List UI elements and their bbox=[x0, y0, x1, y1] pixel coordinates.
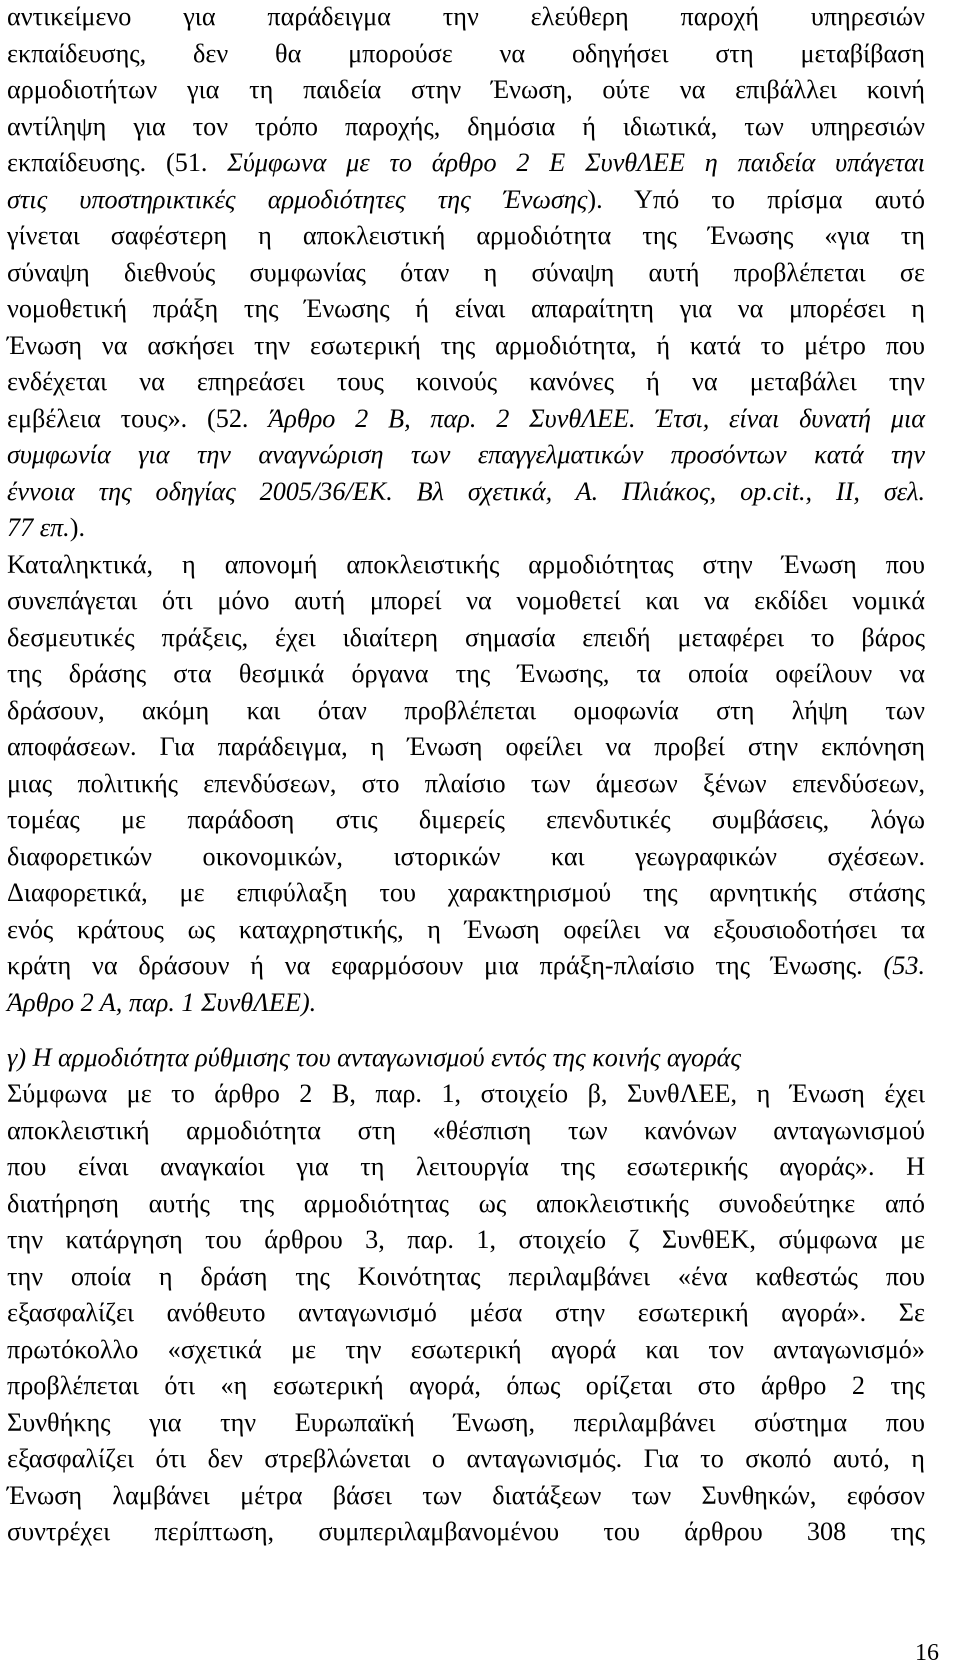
text-run: πρωτόκολλο «σχετικά με την εσωτερική αγορά και τον ανταγωνισμό» bbox=[7, 1335, 925, 1364]
text-line bbox=[7, 1077, 925, 1111]
italic-run: (53. bbox=[883, 951, 925, 980]
text-line bbox=[7, 329, 925, 363]
text-line bbox=[7, 1114, 925, 1148]
text-line bbox=[7, 183, 925, 217]
document-page bbox=[7, 0, 951, 1673]
text-run: εκπαίδευσης. (51. bbox=[7, 148, 228, 177]
italic-run: συμφωνία για την αναγνώριση των επαγγελματικών προσόντων κατά την bbox=[7, 440, 925, 469]
text-run: συντρέχει περίπτωση, συμπεριλαμβανομένου του άρθρου 308 της bbox=[7, 1517, 925, 1546]
text-line bbox=[7, 292, 925, 326]
text-line bbox=[7, 1515, 925, 1549]
text-line bbox=[7, 110, 925, 144]
text-run: την οποία η δράση της Κοινότητας περιλαμβάνει «ένα καθεστώς που bbox=[7, 1262, 925, 1291]
italic-run: Άρθρο 2 Α, παρ. 1 ΣυνθΛΕΕ). bbox=[7, 988, 317, 1017]
text-line bbox=[7, 767, 925, 801]
text-run: εκπαίδευσης, δεν θα μπορούσε να οδηγήσει στη μεταβίβαση bbox=[7, 39, 925, 68]
text-run: της δράσης στα θεσμικά όργανα της Ένωσης, τα οποία οφείλουν να bbox=[7, 659, 925, 688]
text-line bbox=[7, 0, 925, 34]
text-line bbox=[7, 1223, 925, 1257]
text-run: ενδέχεται να επηρεάσει τους κοινούς κανόνες ή να μεταβάλει την bbox=[7, 367, 925, 396]
text-run: Συνθήκης για την Ευρωπαϊκή Ένωση, περιλαμβάνει σύστημα που bbox=[7, 1408, 925, 1437]
text-run: ). Υπό το πρίσμα αυτό bbox=[587, 185, 926, 214]
text-line bbox=[7, 730, 925, 764]
text-line bbox=[7, 949, 925, 983]
text-run: γίνεται σαφέστερη η αποκλειστική αρμοδιότητα της Ένωσης «για τη bbox=[7, 221, 925, 250]
text-run: σύναψη διεθνούς συμφωνίας όταν η σύναψη αυτή προβλέπεται σε bbox=[7, 258, 925, 287]
page-number: 16 bbox=[915, 1640, 939, 1666]
text-line bbox=[7, 402, 925, 436]
text-line bbox=[7, 986, 925, 1020]
text-run: τομέας με παράδοση στις διμερείς επενδυτικές συμβάσεις, λόγω bbox=[7, 805, 925, 834]
text-run: την κατάργηση του άρθρου 3, παρ. 1, στοιχείο ζ ΣυνθΕΚ, σύμφωνα με bbox=[7, 1225, 925, 1254]
text-line bbox=[7, 1260, 925, 1294]
text-line bbox=[7, 1333, 925, 1367]
text-run: Σύμφωνα με το άρθρο 2 Β, παρ. 1, στοιχείο β, ΣυνθΛΕΕ, η Ένωση έχει bbox=[7, 1079, 925, 1108]
text-run: διατήρηση αυτής της αρμοδιότητας ως αποκλειστικής συνοδεύτηκε από bbox=[7, 1189, 925, 1218]
text-line bbox=[7, 365, 925, 399]
text-run: Ένωση να ασκήσει την εσωτερική της αρμοδιότητα, ή κατά το μέτρο που bbox=[7, 331, 925, 360]
text-run: Καταληκτικά, η απονομή αποκλειστικής αρμοδιότητας στην Ένωση που bbox=[7, 550, 925, 579]
section-heading bbox=[7, 1041, 925, 1075]
text-run: διαφορετικών οικονομικών, ιστορικών και γεωγραφικών σχέσεων. bbox=[7, 842, 925, 871]
text-run: συνεπάγεται ότι μόνο αυτή μπορεί να νομοθετεί και να εκδίδει νομικά bbox=[7, 586, 925, 615]
text-line bbox=[7, 511, 925, 545]
text-run: εξασφαλίζει ότι δεν στρεβλώνεται ο ανταγωνισμός. Για το σκοπό αυτό, η bbox=[7, 1444, 925, 1473]
text-line bbox=[7, 657, 925, 691]
text-line bbox=[7, 840, 925, 874]
text-line bbox=[7, 438, 925, 472]
text-run: δράσουν, ακόμη και όταν προβλέπεται ομοφωνία στη λήψη των bbox=[7, 696, 925, 725]
italic-run: Σύμφωνα με το άρθρο 2 Ε ΣυνθΛΕΕ η παιδεία υπάγεται bbox=[227, 148, 925, 177]
text-run: ενός κράτους ως καταχρηστικής, η Ένωση οφείλει να εξουσιοδοτήσει τα bbox=[7, 915, 925, 944]
text-run: εξασφαλίζει ανόθευτο ανταγωνισμό μέσα στην εσωτερική αγορά». Σε bbox=[7, 1298, 925, 1327]
text-run: αποκλειστική αρμοδιότητα στη «θέσπιση των κανόνων ανταγωνισμού bbox=[7, 1116, 925, 1145]
text-line bbox=[7, 1406, 925, 1440]
text-run: αρμοδιοτήτων για τη παιδεία στην Ένωση, ούτε να επιβάλλει κοινή bbox=[7, 75, 925, 104]
text-line bbox=[7, 1442, 925, 1476]
text-run: κράτη να δράσουν ή να εφαρμόσουν μια πράξη-πλαίσιο της Ένωσης. bbox=[7, 951, 884, 980]
text-run: μιας πολιτικής επενδύσεων, στο πλαίσιο των άμεσων ξένων επενδύσεων, bbox=[7, 769, 925, 798]
text-line bbox=[7, 1369, 925, 1403]
text-line bbox=[7, 219, 925, 253]
text-run: αντίληψη για τον τρόπο παροχής, δημόσια ή ιδιωτικά, των υπηρεσιών bbox=[7, 112, 925, 141]
text-run: προβλέπεται ότι «η εσωτερική αγορά, όπως ορίζεται στο άρθρο 2 της bbox=[7, 1371, 925, 1400]
text-line bbox=[7, 475, 925, 509]
text-run: Διαφορετικά, με επιφύλαξη του χαρακτηρισμού της αρνητικής στάσης bbox=[7, 878, 925, 907]
text-run: δεσμευτικές πράξεις, έχει ιδιαίτερη σημασία επειδή μεταφέρει το βάρος bbox=[7, 623, 925, 652]
text-line bbox=[7, 1150, 925, 1184]
text-line bbox=[7, 146, 925, 180]
text-line bbox=[7, 37, 925, 71]
text-line bbox=[7, 73, 925, 107]
text-run: Ένωση λαμβάνει μέτρα βάσει των διατάξεων των Συνθηκών, εφόσον bbox=[7, 1481, 925, 1510]
text-line bbox=[7, 876, 925, 910]
text-run: αποφάσεων. Για παράδειγμα, η Ένωση οφείλει να προβεί στην εκπόνηση bbox=[7, 732, 925, 761]
text-line bbox=[7, 584, 925, 618]
text-line bbox=[7, 913, 925, 947]
text-line bbox=[7, 694, 925, 728]
text-run: εμβέλεια τους». (52. bbox=[7, 404, 269, 433]
italic-run: γ) Η αρμοδιότητα ρύθμισης του ανταγωνισμού εντός της κοινής αγοράς bbox=[7, 1043, 742, 1072]
text-line bbox=[7, 1479, 925, 1513]
text-line bbox=[7, 803, 925, 837]
text-line bbox=[7, 1296, 925, 1330]
text-run: αντικείμενο για παράδειγμα την ελεύθερη παροχή υπηρεσιών bbox=[7, 2, 925, 31]
text-line bbox=[7, 548, 925, 582]
italic-run: Άρθρο 2 Β, παρ. 2 ΣυνθΛΕΕ. Έτσι, είναι δυνατή μια bbox=[268, 404, 925, 433]
text-line bbox=[7, 1187, 925, 1221]
text-run: νομοθετική πράξη της Ένωσης ή είναι απαραίτητη για να μπορέσει η bbox=[7, 294, 925, 323]
text-line bbox=[7, 256, 925, 290]
text-run: που είναι αναγκαίοι για τη λειτουργία της εσωτερικής αγοράς». Η bbox=[7, 1152, 925, 1181]
italic-run: στις υποστηρικτικές αρμοδιότητες της Ένωσης bbox=[7, 185, 588, 214]
italic-run: 77 επ. bbox=[7, 513, 70, 542]
text-run: ). bbox=[69, 513, 86, 542]
italic-run: έννοια της οδηγίας 2005/36/ΕΚ. Βλ σχετικά, Α. Πλιάκος, op.cit., II, σελ. bbox=[7, 477, 925, 506]
text-line bbox=[7, 621, 925, 655]
